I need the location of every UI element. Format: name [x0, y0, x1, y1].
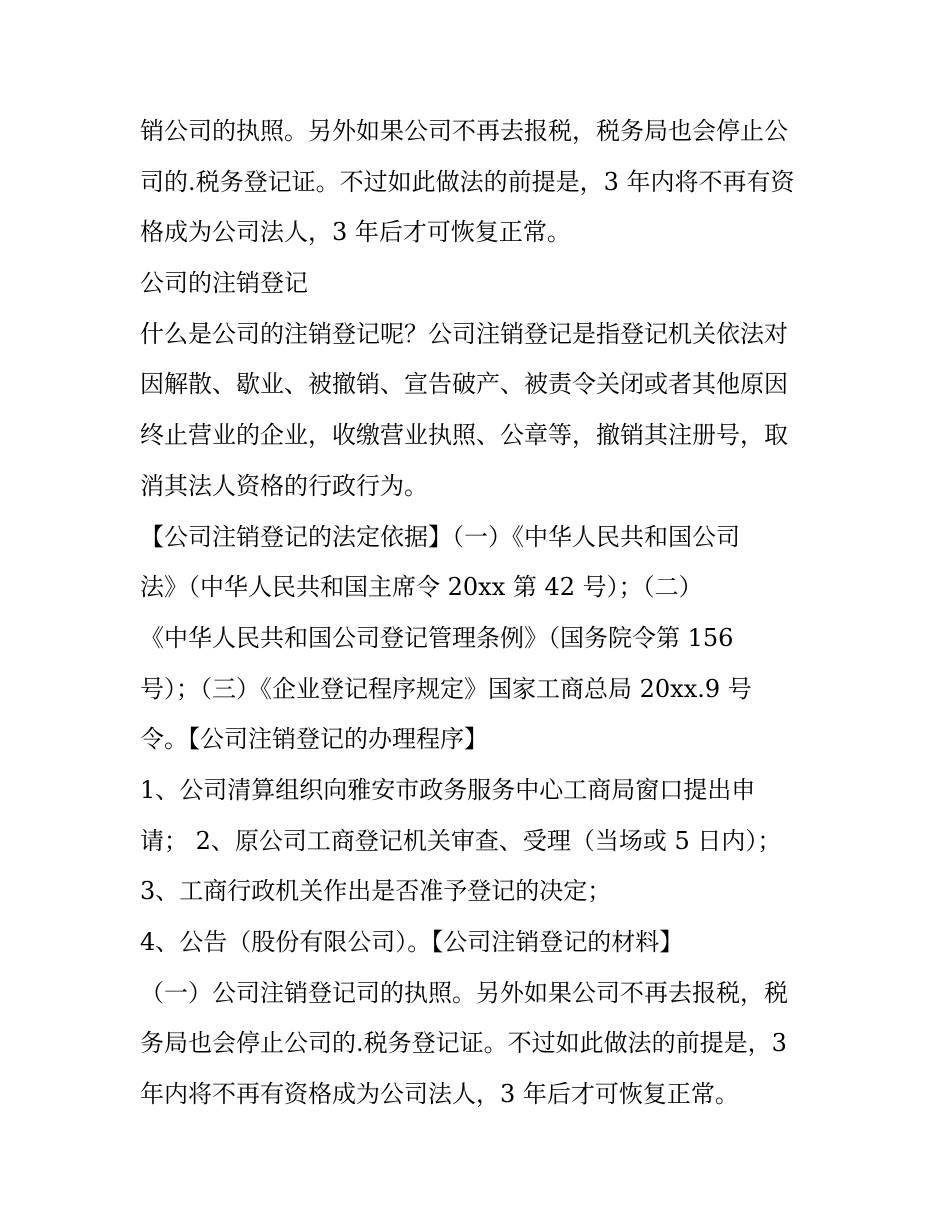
text-line: 销公司的执照。另外如果公司不再去报税，税务局也会停止公 [140, 117, 788, 145]
text-line: 司的.税务登记证。不过如此做法的前提是，3 年内将不再有资 [140, 167, 795, 196]
text-line: 请； 2、原公司工商登记机关审查、受理（当场或 5 日内）； [140, 826, 782, 855]
section-heading: 公司的注销登记 [140, 269, 308, 298]
text-line: 务局也会停止公司的.税务登记证。不过如此做法的前提是，3 [140, 1029, 787, 1058]
text-line: 1、公司清算组织向雅安市政务服务中心工商局窗口提出申 [140, 775, 756, 804]
text-line: 格成为公司法人，3 年后才可恢复正常。 [140, 218, 571, 247]
text-line: 年内将不再有资格成为公司法人，3 年后才可恢复正常。 [140, 1080, 739, 1109]
text-line: 令。【公司注销登记的办理程序】 [140, 725, 488, 754]
text-line: 3、工商行政机关作出是否准予登记的决定； [140, 877, 612, 906]
text-line: 法》（中华人民共和国主席令 20xx 第 42 号）；（二） [140, 573, 703, 602]
text-line: 号）；（三）《企业登记程序规定》国家工商总局 20xx.9 号 [140, 674, 752, 703]
document-body [140, 106, 820, 1120]
text-line: 消其法人资格的行政行为。 [140, 471, 428, 500]
text-line: 【公司注销登记的法定依据】（一）《中华人民共和国公司 [140, 522, 740, 551]
text-line: 《中华人民共和国公司登记管理条例》（国务院令第 156 [140, 623, 734, 652]
text-line: 什么是公司的注销登记呢？公司注销登记是指登记机关依法对 [140, 319, 788, 348]
text-line: （一）公司注销登记司的执照。另外如果公司不再去报税，税 [140, 978, 788, 1007]
text-line: 4、公告（股份有限公司）。【公司注销登记的材料】 [140, 928, 684, 956]
text-line: 因解散、歇业、被撤销、宣告破产、被责令关闭或者其他原因 [140, 370, 788, 399]
text-line: 终止营业的企业，收缴营业执照、公章等，撤销其注册号，取 [140, 421, 788, 450]
